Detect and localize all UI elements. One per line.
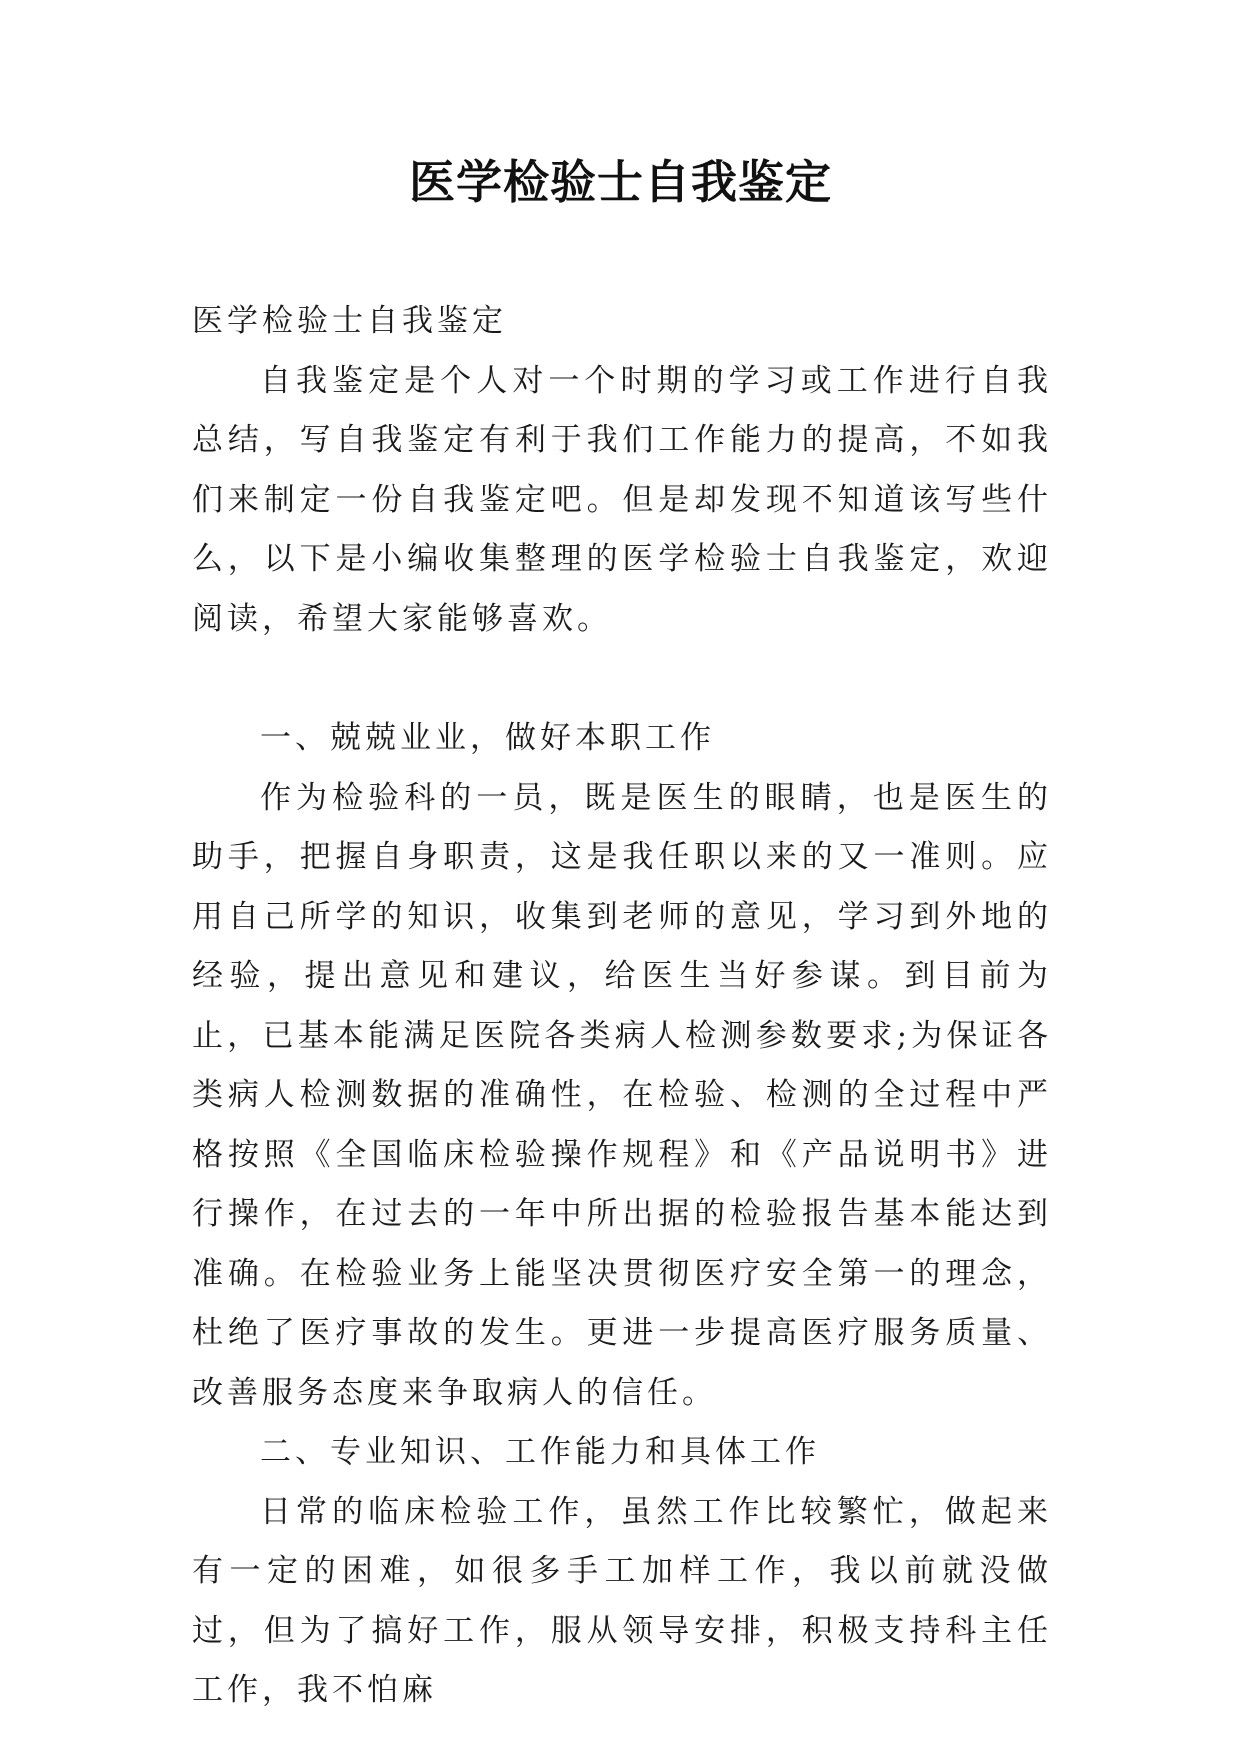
section1-paragraph: 作为检验科的一员，既是医生的眼睛，也是医生的助手，把握自身职责，这是我任职以来的又一准则。应用自己所学的知识，收集到老师的意见，学习到外地的经验，提出意见和建议，给医生当好参谋。到目前为止，已基本能满足医院各类病人检测参数要求;为保证各类病人检测数据的准确性，在检验、检测的全过程中严格按照《全国临床检验操作规程》和《产品说明书》进行操作，在过去的一年中所出据的检验报告基本能达到准确。在检验业务上能坚决贯彻医疗安全第一的理念，杜绝了医疗事故的发生。更进一步提高医疗服务质量、改善服务态度来争取病人的信任。 (192, 779, 1052, 1411)
section2-paragraph: 日常的临床检验工作，虽然工作比较繁忙，做起来有一定的困难，如很多手工加样工作，我以前就没做过，但为了搞好工作，服从领导安排，积极支持科主任工作，我不怕麻 (192, 1493, 1052, 1708)
document-title: 医学检验士自我鉴定 (409, 155, 832, 209)
document-body (192, 292, 1052, 1721)
document-subtitle: 医学检验士自我鉴定 (192, 303, 507, 339)
section1-heading: 一、兢兢业业，做好本职工作 (260, 720, 715, 756)
section2-heading: 二、专业知识、工作能力和具体工作 (260, 1434, 820, 1470)
intro-paragraph: 自我鉴定是个人对一个时期的学习或工作进行自我总结，写自我鉴定有利于我们工作能力的提高，不如我们来制定一份自我鉴定吧。但是却发现不知道该写些什么，以下是小编收集整理的医学检验士自我鉴定，欢迎阅读，希望大家能够喜欢。 (192, 362, 1052, 637)
paragraph-gap (192, 649, 1052, 709)
